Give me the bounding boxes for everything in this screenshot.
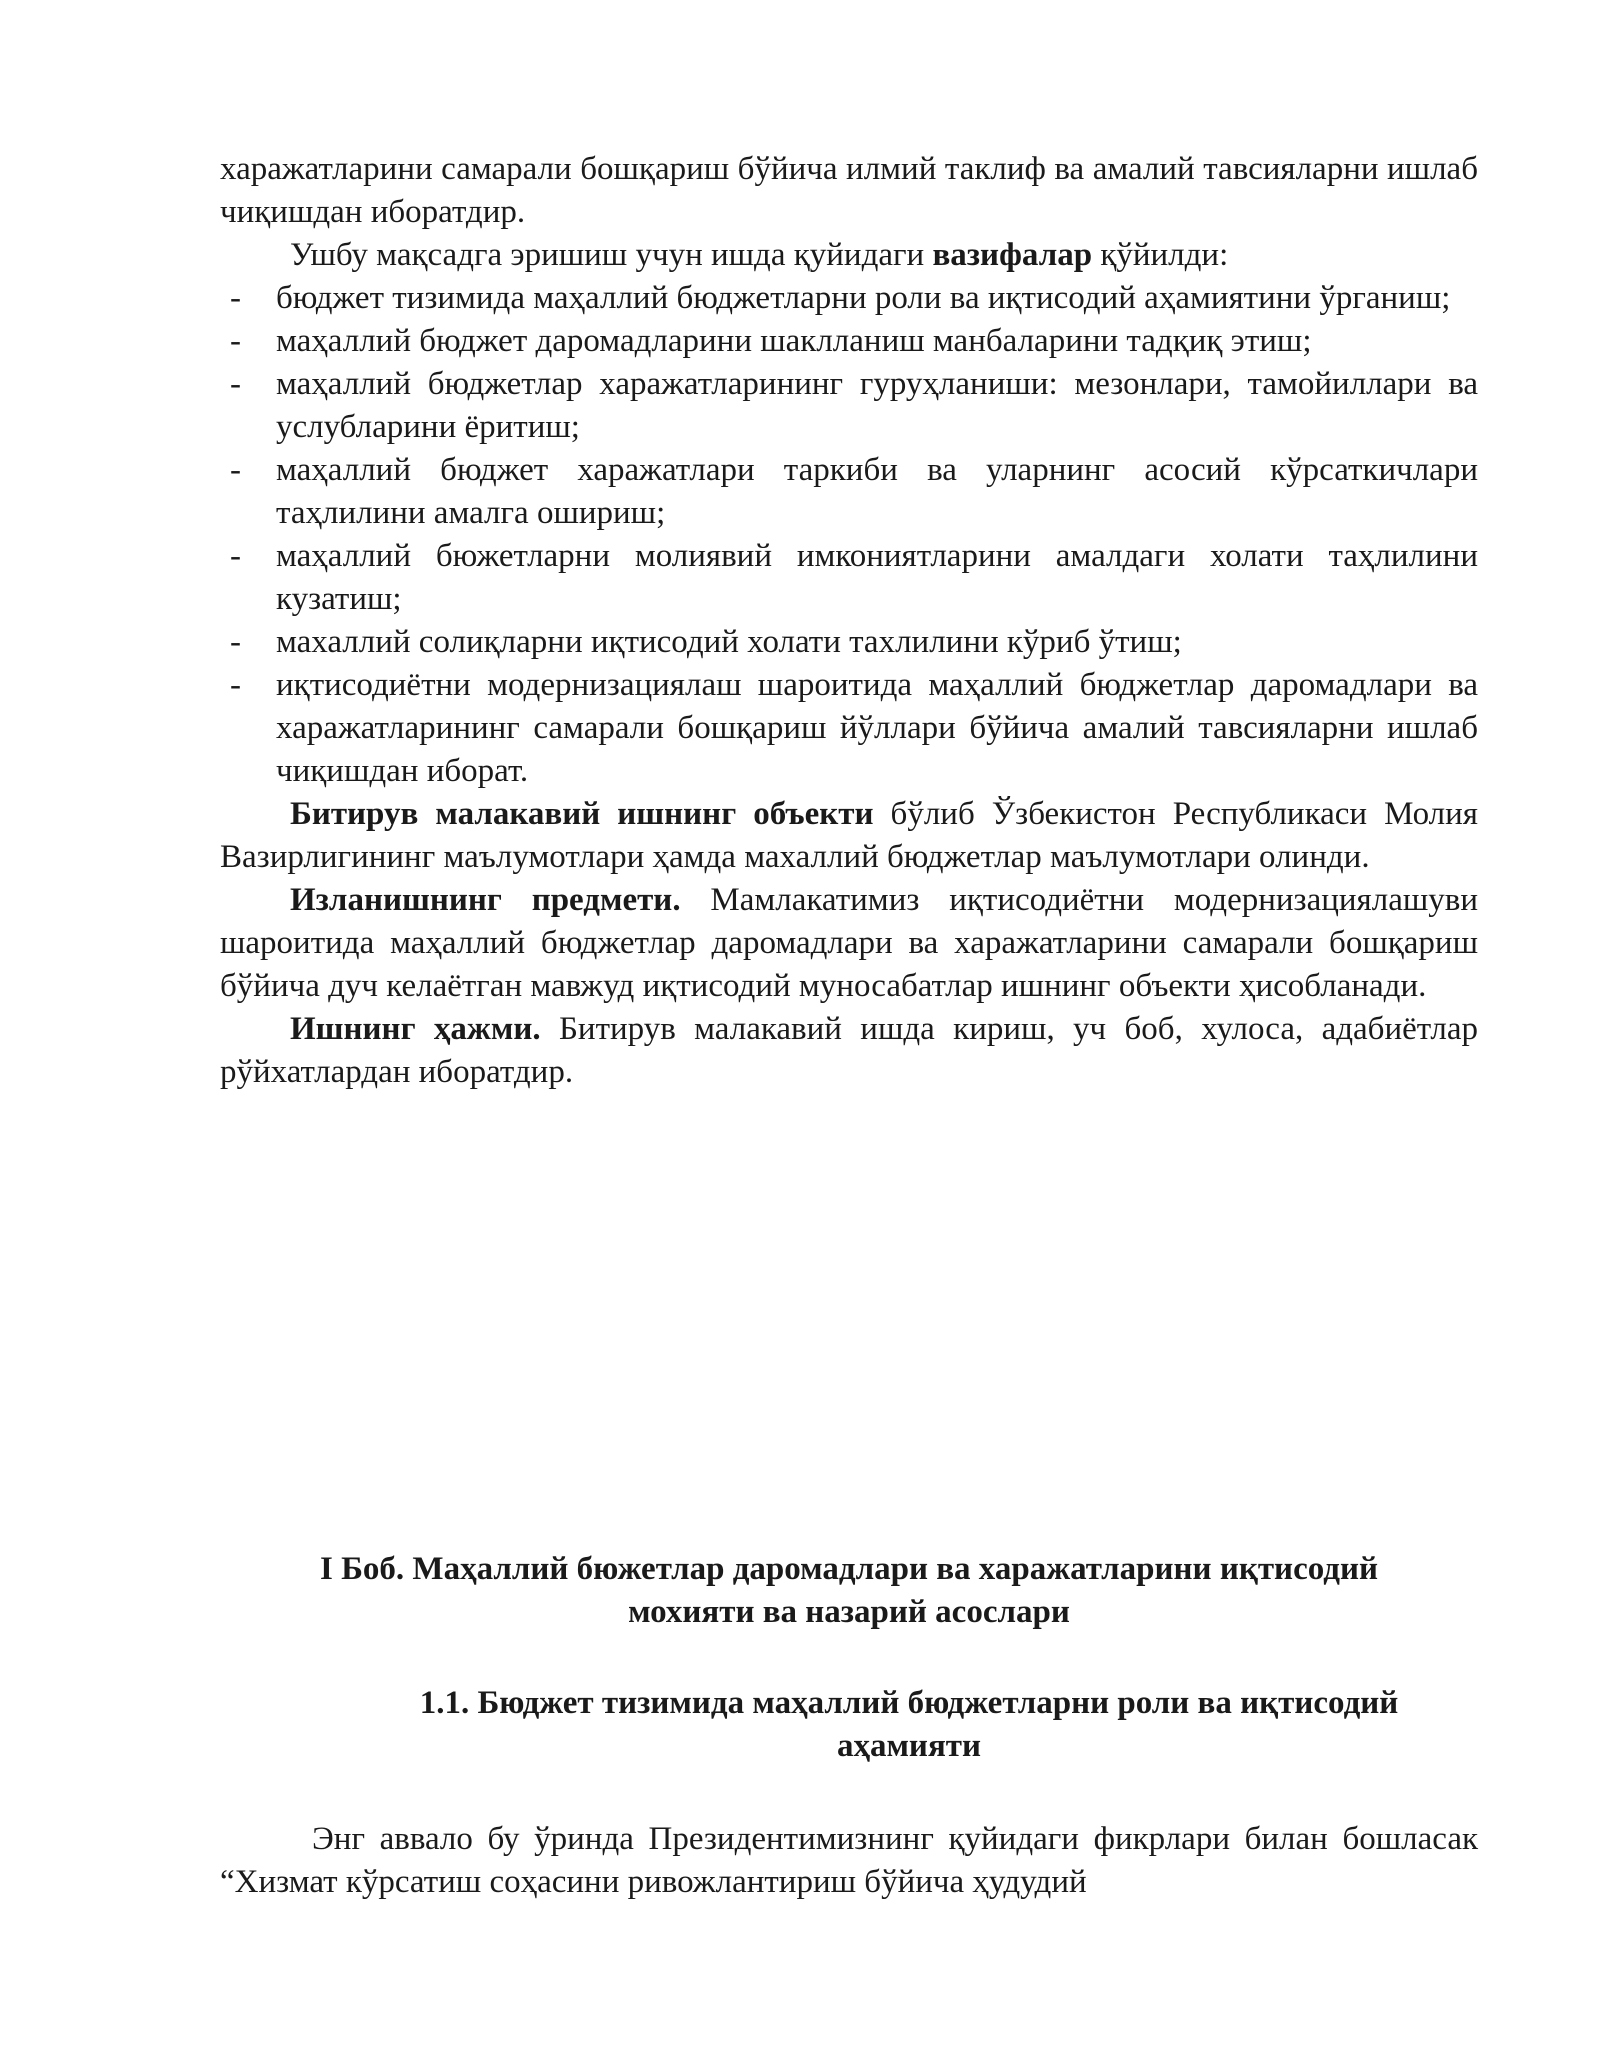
closing-paragraph-block <box>220 1818 1478 1904</box>
list-item-text: маҳаллий бюжетларни молиявий имкониятларини амалдаги холати таҳлилини кузатиш; <box>276 538 1478 617</box>
document-body <box>220 148 1478 1094</box>
subject-heading: Изланишнинг предмети. <box>290 882 681 918</box>
list-dash: - <box>230 538 241 574</box>
object-text: бўлиб Ўзбекистон Республикаси Молия Вазирлигининг маълумотлари ҳамда махаллий бюджетлар маълумотлари олинди. <box>220 796 1478 875</box>
list-dash: - <box>230 280 241 316</box>
volume-paragraph <box>220 1008 1478 1094</box>
tasks-list <box>220 277 1478 793</box>
chapter-heading-line1: I Боб. Маҳаллий бюжетлар даромадлари ва харажатларини иқтисодий <box>320 1551 1378 1587</box>
list-dash: - <box>230 323 241 359</box>
section-heading-line1: 1.1. Бюджет тизимида маҳаллий бюджетларни роли ва иқтисодий <box>419 1685 1399 1721</box>
subject-text: Мамлакатимиз иқтисодиётни модернизациялашуви шароитида маҳаллий бюджетлар даромадлари ва харажатларини самарали бошқариш бўйича дуч келаётган мавжуд иқтисодий муносабатлар ишнинг объекти ҳисобланади. <box>220 882 1479 1004</box>
list-item <box>220 320 1478 363</box>
chapter-heading <box>220 1548 1478 1634</box>
section-heading <box>340 1682 1478 1768</box>
list-item <box>220 535 1478 621</box>
list-dash: - <box>230 366 241 402</box>
intro-paragraph: харажатларини самарали бошқариш бўйича илмий таклиф ва амалий тавсияларни ишлаб чиқишдан иборатдир. <box>220 151 1478 230</box>
list-dash: - <box>230 624 241 660</box>
section-heading-line2: аҳамияти <box>836 1728 982 1764</box>
list-item <box>220 664 1478 793</box>
list-item-text: бюджет тизимида маҳаллий бюджетларни роли ва иқтисодий аҳамиятини ўрганиш; <box>276 280 1451 316</box>
closing-paragraph: Энг аввало бу ўринда Президентимизнинг қуйидаги фикрлари билан бошласак “Хизмат кўрсатиш соҳасини ривожлантириш бўйича ҳудудий <box>220 1821 1478 1900</box>
object-heading: Битирув малакавий ишнинг объекти <box>290 796 874 832</box>
list-dash: - <box>230 667 241 703</box>
volume-heading: Ишнинг ҳажми. <box>290 1011 541 1047</box>
list-item-text: махаллий солиқларни иқтисодий холати тахлилини кўриб ўтиш; <box>276 624 1182 660</box>
list-item <box>220 277 1478 320</box>
object-paragraph <box>220 793 1478 879</box>
list-item <box>220 449 1478 535</box>
list-item-text: иқтисодиётни модернизациялаш шароитида маҳаллий бюджетлар даромадлари ва харажатларининг самарали бошқариш йўллари бўйича амалий тавсияларни ишлаб чиқишдан иборат. <box>276 667 1478 789</box>
list-item <box>220 621 1478 664</box>
tasks-intro-post: қўйилди: <box>1092 237 1229 273</box>
subject-paragraph <box>220 879 1478 1008</box>
list-item-text: маҳаллий бюджет даромадларини шаклланиш манбаларини тадқиқ этиш; <box>276 323 1312 359</box>
list-dash: - <box>230 452 241 488</box>
tasks-intro <box>220 234 1478 277</box>
chapter-heading-line2: мохияти ва назарий асослари <box>628 1594 1070 1630</box>
list-item-text: маҳаллий бюджетлар харажатларининг гуруҳланиши: мезонлари, тамойиллари ва услубларини ёритиш; <box>276 366 1478 445</box>
tasks-intro-bold: вазифалар <box>932 237 1093 273</box>
list-item-text: маҳаллий бюджет харажатлари таркиби ва уларнинг асосий кўрсаткичлари таҳлилини амалга ошириш; <box>276 452 1478 531</box>
tasks-intro-pre: Ушбу мақсадга эришиш учун ишда қуйидаги <box>290 237 933 273</box>
list-item <box>220 363 1478 449</box>
volume-text: Битирув малакавий ишда кириш, уч боб, хулоса, адабиётлар рўйхатлардан иборатдир. <box>220 1011 1478 1090</box>
